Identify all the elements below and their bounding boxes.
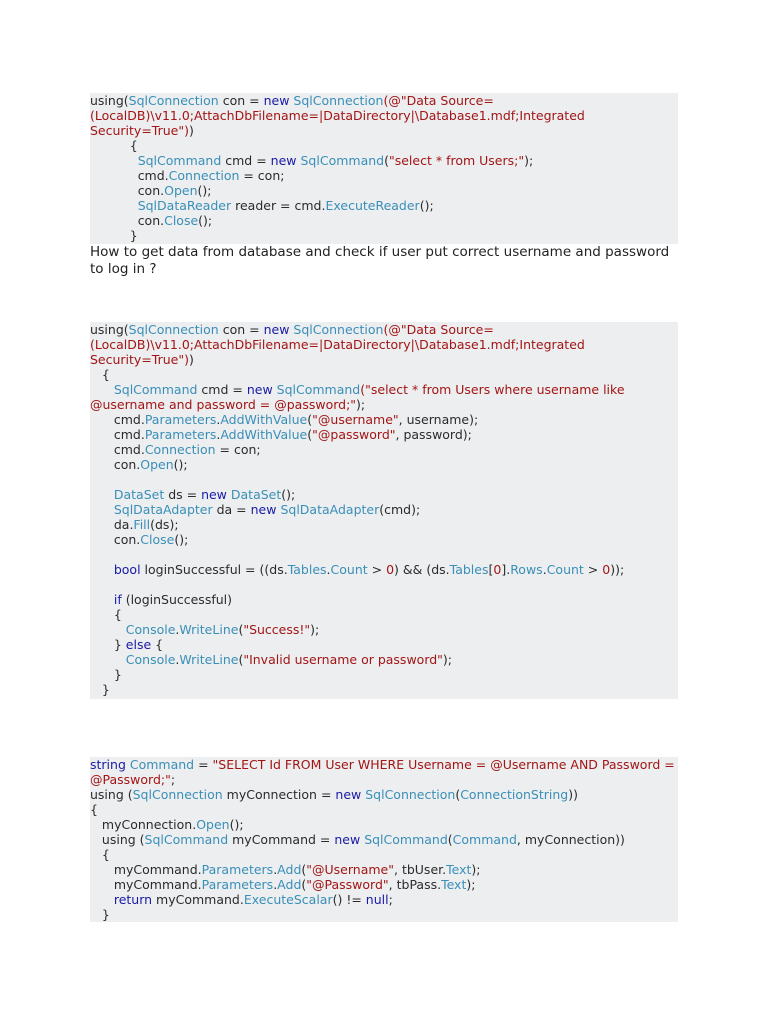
code-token <box>90 892 114 907</box>
code-token: [ <box>488 562 494 577</box>
code-token: DataSet <box>113 487 165 502</box>
code-token: (); <box>229 817 244 832</box>
code-token: SqlConnection <box>293 93 384 108</box>
code-token: con. <box>90 532 141 547</box>
code-token: SqlCommand <box>276 382 361 397</box>
code-line <box>90 367 678 382</box>
code-token: = con; <box>239 168 285 183</box>
code-token: Add <box>277 862 302 877</box>
code-token: ( <box>238 622 244 637</box>
code-token: else <box>125 637 152 652</box>
code-token: SqlConnection <box>293 322 384 337</box>
code-token <box>90 382 114 397</box>
code-line <box>90 412 678 427</box>
code-token: Command <box>452 832 517 847</box>
code-token: ( <box>455 787 461 802</box>
code-line <box>90 547 678 562</box>
code-token: string <box>90 757 126 772</box>
code-token: ( <box>301 862 307 877</box>
code-token: ExecuteScalar <box>243 892 333 907</box>
code-token: SqlDataReader <box>137 198 232 213</box>
code-token: (); <box>198 213 213 228</box>
code-block-1 <box>90 93 678 244</box>
code-line <box>90 832 678 847</box>
code-block-3 <box>90 757 678 922</box>
code-line <box>90 622 678 637</box>
code-token: SqlDataAdapter <box>113 502 213 517</box>
code-token <box>90 622 126 637</box>
code-token: Add <box>277 877 302 892</box>
code-token: . <box>326 562 331 577</box>
code-token: ("select * from Users where username like @username and password = @password;" <box>90 382 629 412</box>
code-line <box>90 847 678 862</box>
code-token: > <box>583 562 603 577</box>
code-line <box>90 637 678 652</box>
code-line <box>90 652 678 667</box>
code-token: Parameters <box>201 862 274 877</box>
code-token: ( <box>447 832 453 847</box>
code-token: myCommand. <box>90 862 202 877</box>
code-line <box>90 892 678 907</box>
code-token: myConnection. <box>90 817 197 832</box>
code-token: Close <box>140 532 175 547</box>
code-token: myCommand. <box>152 892 244 907</box>
code-token: WriteLine <box>179 652 239 667</box>
code-token: ); <box>466 877 476 892</box>
code-token: using( <box>90 322 129 337</box>
code-token: , password); <box>395 427 472 442</box>
code-token: (); <box>173 457 188 472</box>
code-token: Text <box>441 877 467 892</box>
code-token: ); <box>356 397 366 412</box>
code-token: } <box>90 682 110 697</box>
code-token: SqlCommand <box>364 832 448 847</box>
code-token: } <box>90 228 138 243</box>
code-line <box>90 877 678 892</box>
code-line <box>90 457 678 472</box>
code-token: , tbPass. <box>388 877 442 892</box>
code-token: new <box>263 322 290 337</box>
code-token: (); <box>281 487 296 502</box>
code-line <box>90 817 678 832</box>
code-token: new <box>250 502 277 517</box>
code-token: ( <box>307 412 313 427</box>
code-line <box>90 153 678 168</box>
code-token: reader = cmd. <box>231 198 326 213</box>
code-token: con. <box>90 457 141 472</box>
code-token: (ds); <box>150 517 179 532</box>
code-line <box>90 183 678 198</box>
code-token: bool <box>113 562 141 577</box>
code-token: Connection <box>144 442 216 457</box>
code-line <box>90 862 678 877</box>
code-token: ); <box>471 862 481 877</box>
code-token: ; <box>388 892 393 907</box>
code-token: (loginSuccessful) <box>121 592 233 607</box>
code-token: "@Password" <box>306 877 389 892</box>
code-token: )) <box>568 787 579 802</box>
code-token: Fill <box>133 517 151 532</box>
code-line <box>90 577 678 592</box>
code-token: cmd. <box>90 412 145 427</box>
code-line <box>90 198 678 213</box>
code-token: (); <box>197 183 212 198</box>
code-token: "Success!" <box>243 622 311 637</box>
code-token: } <box>90 667 122 682</box>
code-token: (@"Data Source=(LocalDB)\v11.0;AttachDbFilename=|DataDirectory|\Database1.mdf;Integrated Security=True") <box>90 93 589 138</box>
code-token: "Invalid username or password" <box>243 652 443 667</box>
code-token: ) <box>188 123 194 138</box>
code-token: cmd. <box>90 442 145 457</box>
code-line <box>90 682 678 697</box>
code-token <box>90 153 138 168</box>
code-token: (); <box>174 532 189 547</box>
code-token: Console <box>125 652 176 667</box>
code-line <box>90 138 678 153</box>
code-token: using( <box>90 93 129 108</box>
code-line <box>90 472 678 487</box>
code-token <box>90 652 126 667</box>
code-token: , myConnection)) <box>516 832 625 847</box>
code-token: , username); <box>398 412 479 427</box>
code-token: cmd. <box>90 427 145 442</box>
code-line <box>90 907 678 922</box>
code-token: new <box>201 487 227 502</box>
code-token: Tables <box>287 562 327 577</box>
code-block-2 <box>90 322 678 699</box>
code-token: (); <box>419 198 434 213</box>
code-token <box>90 487 114 502</box>
code-token: "select * from Users;" <box>388 153 525 168</box>
code-token: > <box>367 562 387 577</box>
code-token: ExecuteReader <box>325 198 420 213</box>
code-token: new <box>334 832 361 847</box>
code-token: = con; <box>215 442 261 457</box>
code-line <box>90 442 678 457</box>
code-token: Rows <box>510 562 543 577</box>
code-token: } <box>90 637 126 652</box>
code-line <box>90 757 678 787</box>
code-token: AddWithValue <box>220 427 308 442</box>
code-token: ds = <box>164 487 202 502</box>
code-token: ; <box>170 772 176 787</box>
code-token: { <box>90 847 110 862</box>
code-token: Parameters <box>144 427 217 442</box>
code-token: using ( <box>90 832 145 847</box>
code-token: Count <box>330 562 368 577</box>
code-token: ]. <box>501 562 511 577</box>
code-token: Command <box>129 757 195 772</box>
code-token: ) <box>188 352 194 367</box>
code-line <box>90 93 678 138</box>
code-line <box>90 382 678 412</box>
code-token: ); <box>524 153 534 168</box>
code-token: "@username" <box>312 412 399 427</box>
code-token: da. <box>90 517 134 532</box>
code-line <box>90 487 678 502</box>
code-token: { <box>90 138 138 153</box>
code-token: SqlCommand <box>113 382 198 397</box>
code-token: DataSet <box>230 487 282 502</box>
code-token: ( <box>301 877 307 892</box>
code-token: () != <box>332 892 366 907</box>
code-token: { <box>90 802 98 817</box>
code-line <box>90 562 678 577</box>
code-token: { <box>90 367 110 382</box>
code-token: using ( <box>90 787 133 802</box>
code-token: new <box>246 382 273 397</box>
code-token: con = <box>218 322 264 337</box>
code-line <box>90 322 678 367</box>
code-token: (cmd); <box>379 502 421 517</box>
code-token: ); <box>310 622 320 637</box>
code-token: AddWithValue <box>220 412 308 427</box>
code-token: . <box>542 562 547 577</box>
code-token <box>90 562 114 577</box>
code-token: new <box>335 787 362 802</box>
code-token: "SELECT Id FROM User WHERE Username = @Username AND Password = @Password;" <box>90 757 679 787</box>
code-token: SqlDataAdapter <box>280 502 380 517</box>
code-line <box>90 213 678 228</box>
code-token: SqlCommand <box>137 153 222 168</box>
code-token: loginSuccessful = ((ds. <box>140 562 288 577</box>
code-token: ConnectionString <box>460 787 569 802</box>
code-token: myCommand = <box>228 832 335 847</box>
code-token: Text <box>446 862 472 877</box>
code-line <box>90 168 678 183</box>
code-token: Open <box>164 183 198 198</box>
code-line <box>90 502 678 517</box>
code-token: Open <box>196 817 230 832</box>
code-token: ( <box>238 652 244 667</box>
code-token: Close <box>164 213 199 228</box>
code-token: cmd. <box>90 168 169 183</box>
code-token: } <box>90 907 110 922</box>
code-token: Console <box>125 622 176 637</box>
code-token: . <box>216 427 221 442</box>
code-line <box>90 802 678 817</box>
code-line <box>90 667 678 682</box>
code-token: . <box>273 862 278 877</box>
code-line <box>90 228 678 243</box>
code-line <box>90 607 678 622</box>
code-token: new <box>263 93 290 108</box>
code-token: cmd = <box>197 382 247 397</box>
code-token: "@password" <box>312 427 396 442</box>
code-token: myCommand. <box>90 877 202 892</box>
code-token: { <box>90 607 122 622</box>
code-token: ); <box>442 652 453 667</box>
code-token: 0 <box>493 562 502 577</box>
code-token: con = <box>218 93 264 108</box>
code-token: )); <box>610 562 625 577</box>
code-token: SqlCommand <box>300 153 385 168</box>
code-token: = <box>194 757 213 772</box>
code-token: if <box>113 592 122 607</box>
code-token: SqlConnection <box>132 787 223 802</box>
code-token: ( <box>384 153 389 168</box>
code-token: (@"Data Source=(LocalDB)\v11.0;AttachDbFilename=|DataDirectory|\Database1.mdf;Integrated Security=True") <box>90 322 589 367</box>
code-line <box>90 517 678 532</box>
code-token: myConnection = <box>222 787 336 802</box>
code-token: . <box>175 622 180 637</box>
code-token: ) && (ds. <box>394 562 450 577</box>
code-token: null <box>365 892 389 907</box>
code-token: SqlConnection <box>128 93 219 108</box>
code-token: SqlConnection <box>128 322 219 337</box>
code-token: Connection <box>168 168 240 183</box>
code-token: SqlCommand <box>144 832 229 847</box>
code-line <box>90 427 678 442</box>
code-token: Tables <box>449 562 489 577</box>
code-token: . <box>273 877 278 892</box>
code-token: Parameters <box>144 412 217 427</box>
code-token: return <box>113 892 153 907</box>
code-token: . <box>216 412 221 427</box>
code-token: . <box>175 652 180 667</box>
code-token: ( <box>307 427 313 442</box>
code-token: , tbUser. <box>394 862 447 877</box>
code-token: 0 <box>386 562 395 577</box>
code-token: "@Username" <box>306 862 394 877</box>
code-token: da = <box>212 502 251 517</box>
code-token <box>90 198 138 213</box>
code-token: con. <box>90 183 165 198</box>
code-token: Parameters <box>201 877 274 892</box>
code-token: WriteLine <box>179 622 239 637</box>
code-token <box>90 502 114 517</box>
code-line <box>90 592 678 607</box>
code-token: { <box>151 637 164 652</box>
code-token: con. <box>90 213 165 228</box>
question-text: How to get data from database and check if user put correct username and password to log in ? <box>90 244 670 277</box>
code-line <box>90 787 678 802</box>
code-token <box>90 592 114 607</box>
code-token: 0 <box>602 562 611 577</box>
code-token: new <box>270 153 297 168</box>
code-token: Count <box>546 562 584 577</box>
code-token: SqlConnection <box>365 787 456 802</box>
code-token: cmd = <box>221 153 271 168</box>
code-line <box>90 532 678 547</box>
code-token: Open <box>140 457 174 472</box>
